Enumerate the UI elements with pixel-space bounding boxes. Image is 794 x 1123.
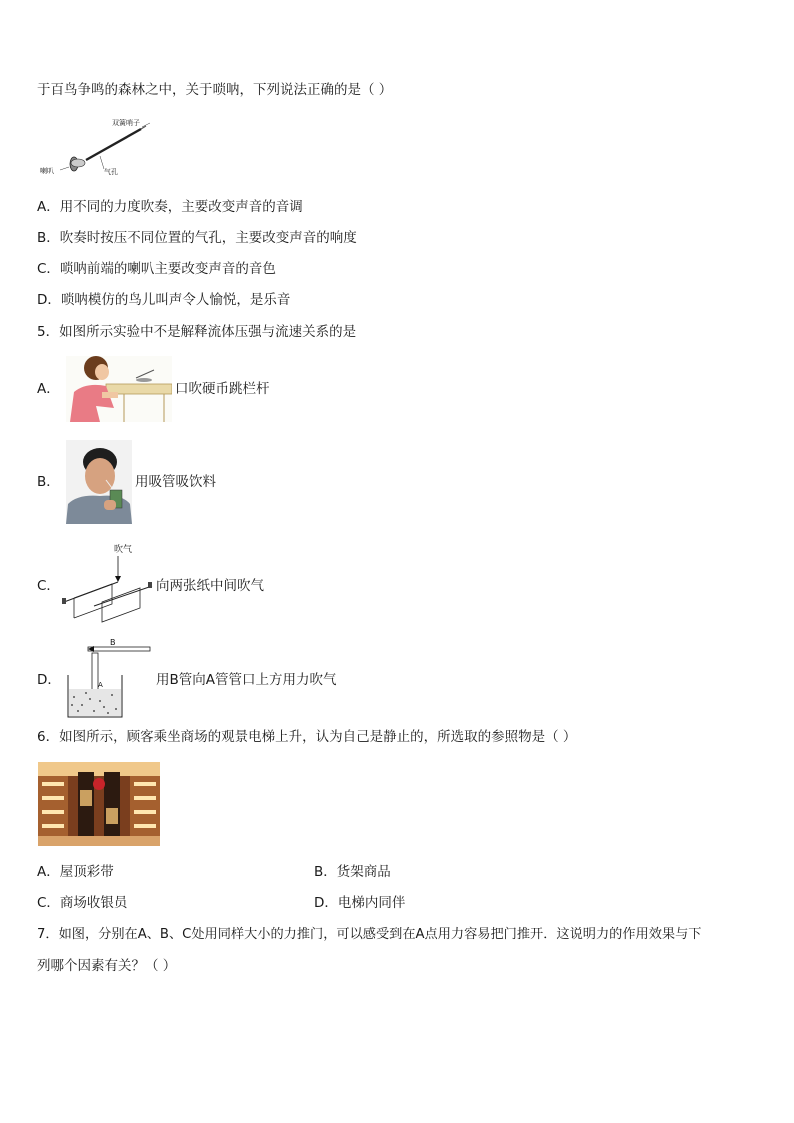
tube-blow-figure — [64, 635, 152, 719]
q5-option-b-letter: B． — [37, 474, 60, 490]
straw-drink-photo — [66, 440, 132, 524]
q4-option-d: D．唢呐模仿的鸟儿叫声令人愉悦，是乐音 — [37, 292, 291, 308]
label-blow: 吹气 — [114, 545, 133, 555]
mall-elevator-photo — [38, 762, 160, 846]
label-tube-b: B — [110, 638, 116, 647]
label-reed: 双簧哨子 — [112, 119, 140, 127]
q6-option-d: D．电梯内同伴 — [314, 895, 406, 911]
q6-option-c: C．商场收银员 — [37, 895, 128, 911]
q5-option-d-text: 用B管向A管管口上方用力吹气 — [156, 672, 337, 688]
two-papers-figure — [62, 542, 154, 624]
q5-option-a-text: 口吹硬币跳栏杆 — [175, 381, 270, 397]
q5-option-a-letter: A． — [37, 381, 60, 397]
q5-option-b-text: 用吸管吸饮料 — [135, 474, 216, 490]
q4-option-a: A．用不同的力度吹奏，主要改变声音的音调 — [37, 199, 303, 215]
suona-figure — [38, 114, 158, 180]
q5-stem: 5．如图所示实验中不是解释流体压强与流速关系的是 — [37, 324, 357, 340]
q5-option-c-text: 向两张纸中间吹气 — [156, 578, 264, 594]
q5-option-c-letter: C． — [37, 578, 60, 594]
q6-option-a: A．屋顶彩带 — [37, 864, 114, 880]
q4-stem: 于百鸟争鸣的森林之中，关于唢呐，下列说法正确的是（ ） — [37, 82, 393, 98]
suona-body — [86, 129, 141, 160]
q7-stem-line1: 7．如图，分别在A、B、C处用同样大小的力推门，可以感受到在A点用力容易把门推开．这说明力的作用效果与下 — [37, 927, 702, 942]
q6-option-b: B．货架商品 — [314, 864, 391, 880]
q4-option-c: C．唢呐前端的喇叭主要改变声音的音色 — [37, 261, 276, 277]
label-hole: 气孔 — [104, 168, 118, 176]
label-tube-a: A — [98, 681, 103, 689]
q5-option-d-letter: D． — [37, 672, 61, 688]
q4-option-b: B．吹奏时按压不同位置的气孔，主要改变声音的响度 — [37, 230, 357, 246]
q6-stem: 6．如图所示，顾客乘坐商场的观景电梯上升，认为自己是静止的，所选取的参照物是（ ） — [37, 729, 577, 745]
q7-stem-line2: 列哪个因素有关？（ ） — [37, 958, 177, 974]
label-bell: 喇叭 — [40, 167, 54, 175]
suona-bell-rim — [71, 159, 85, 167]
coin-blow-photo — [66, 356, 172, 422]
